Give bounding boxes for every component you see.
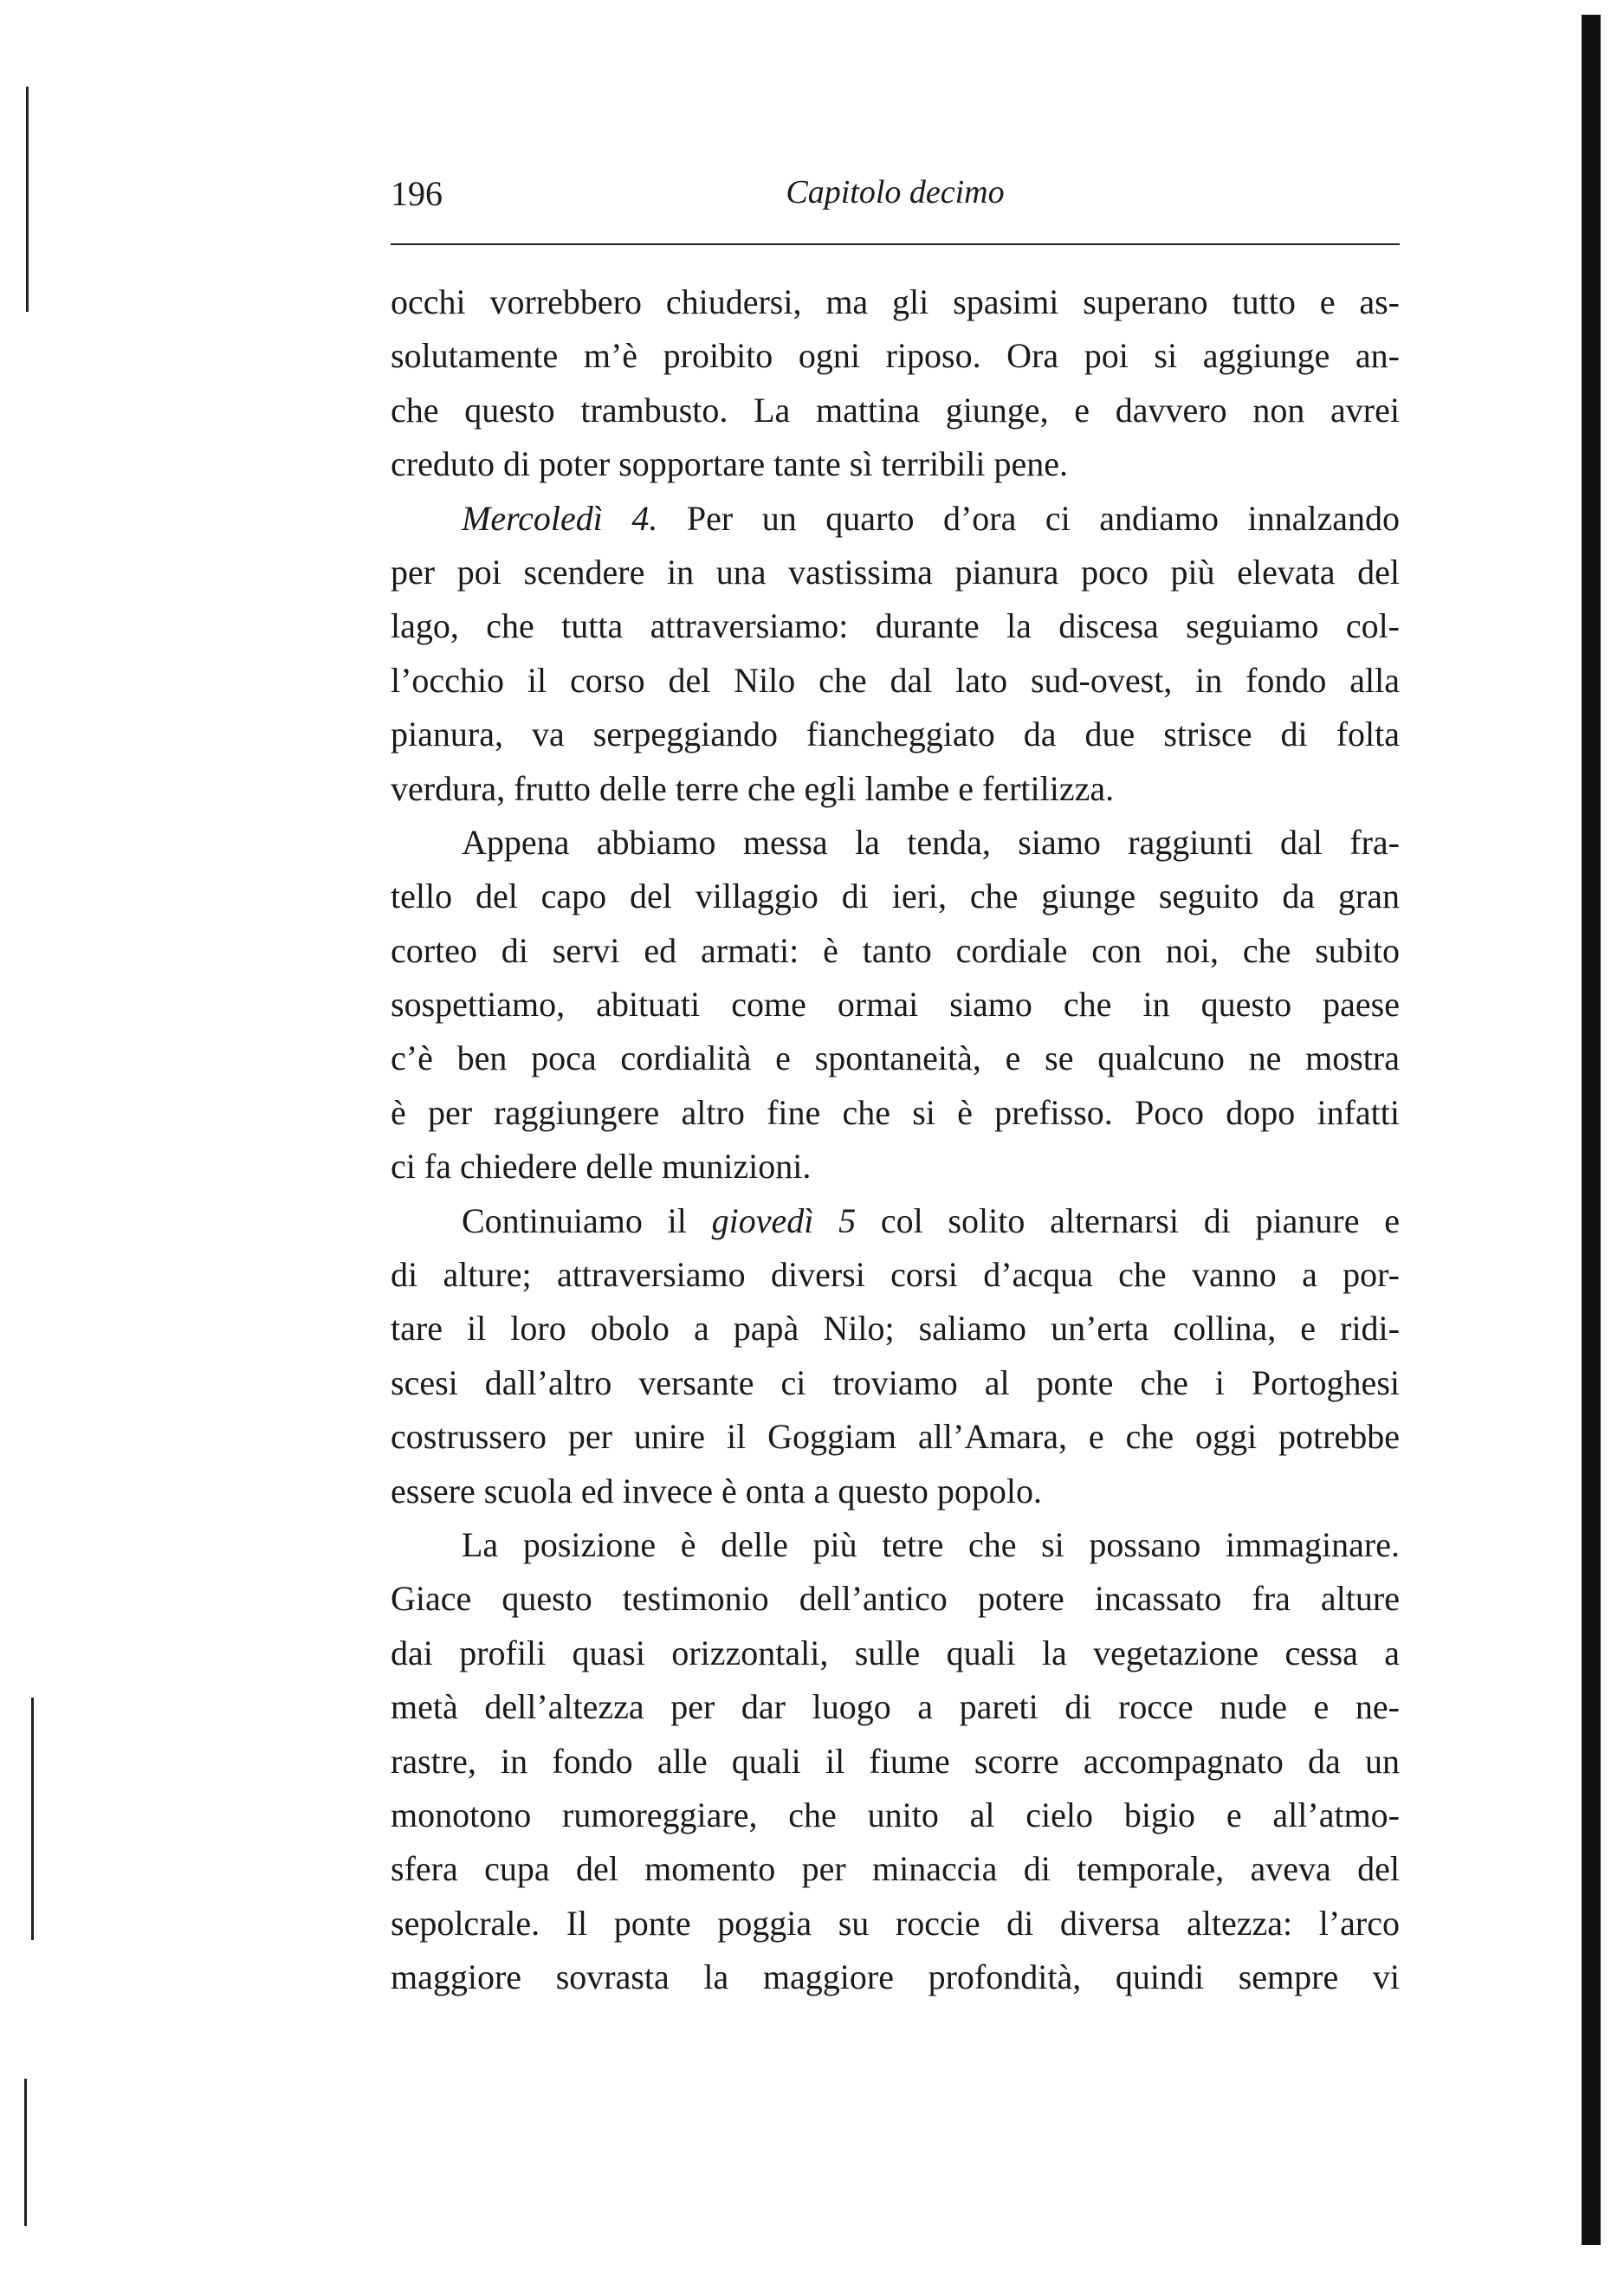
text-line bbox=[391, 1842, 1400, 1896]
line-text: La posizione è delle più tetre che si possano immaginare. bbox=[462, 1524, 1400, 1564]
line-text: lago, che tutta attraversiamo: durante la discesa seguiamo col- bbox=[391, 606, 1400, 646]
text-line bbox=[391, 1627, 1400, 1680]
line-text: essere scuola ed invece è onta a questo popolo. bbox=[391, 1471, 1042, 1510]
scan-edge-mark bbox=[24, 2079, 27, 2226]
text-line bbox=[391, 1410, 1400, 1464]
line-text: sepolcrale. Il ponte poggia su roccie di diversa altezza: l’arco bbox=[391, 1903, 1400, 1943]
text-line bbox=[391, 275, 1400, 329]
text-line bbox=[391, 762, 1400, 816]
line-text: è per raggiungere altro fine che si è prefisso. Poco dopo infatti bbox=[391, 1092, 1400, 1132]
text-line bbox=[391, 708, 1400, 761]
line-text: monotono rumoreggiare, che unito al cielo bigio e all’atmo- bbox=[391, 1795, 1400, 1834]
line-text: che questo trambusto. La mattina giunge, e davvero non avrei bbox=[391, 390, 1400, 430]
text-line bbox=[391, 1950, 1400, 2004]
paragraph bbox=[391, 816, 1400, 1194]
line-text: pianura, va serpeggiando fiancheggiato da due strisce di folta bbox=[391, 715, 1400, 754]
line-text: scesi dall’altro versante ci troviamo al ponte che i Portoghesi bbox=[391, 1362, 1400, 1402]
scan-edge-bar bbox=[1582, 15, 1601, 2245]
text-line bbox=[391, 329, 1400, 383]
line-text: Continuiamo il bbox=[462, 1200, 712, 1240]
text-line bbox=[391, 546, 1400, 599]
running-title: Capitolo decimo bbox=[786, 174, 1005, 210]
text-line bbox=[391, 384, 1400, 437]
text-line bbox=[391, 1735, 1400, 1789]
text-line bbox=[391, 1465, 1400, 1518]
paragraph bbox=[391, 1518, 1400, 2005]
text-line bbox=[391, 1897, 1400, 1950]
line-text: dai profili quasi orizzontali, sulle quali la vegetazione cessa a bbox=[391, 1633, 1400, 1672]
text-line bbox=[391, 1680, 1400, 1734]
line-text: tare il loro obolo a papà Nilo; saliamo un’erta collina, e ridi- bbox=[391, 1309, 1400, 1349]
line-text: ci fa chiedere delle munizioni. bbox=[391, 1147, 812, 1187]
text-line bbox=[391, 1194, 1400, 1248]
scan-edge-mark bbox=[26, 87, 29, 312]
header-rule bbox=[391, 243, 1400, 245]
line-text: sfera cupa del momento per minaccia di temporale, aveva del bbox=[391, 1849, 1400, 1889]
line-text: c’è ben poca cordialità e spontaneità, e se qualcuno ne mostra bbox=[391, 1038, 1400, 1078]
text-line bbox=[391, 1356, 1400, 1410]
paragraph bbox=[391, 275, 1400, 492]
paragraph bbox=[391, 1194, 1400, 1518]
line-text: solutamente m’è proibito ogni riposo. Ora poi si aggiunge an- bbox=[391, 336, 1400, 376]
line-text: creduto di poter sopportare tante sì terribili pene. bbox=[391, 444, 1068, 484]
line-text: l’occhio il corso del Nilo che dal lato sud-ovest, in fondo alla bbox=[391, 660, 1400, 700]
text-line bbox=[391, 1086, 1400, 1140]
paragraph bbox=[391, 492, 1400, 816]
line-text: occhi vorrebbero chiudersi, ma gli spasimi superano tutto e as- bbox=[391, 282, 1400, 321]
line-text: maggiore sovrasta la maggiore profondità, quindi sempre vi bbox=[391, 1957, 1400, 1997]
line-text: per poi scendere in una vastissima pianura poco più elevata del bbox=[391, 552, 1400, 592]
text-line bbox=[391, 924, 1400, 978]
text-line bbox=[391, 816, 1400, 870]
text-line bbox=[391, 1518, 1400, 1572]
text-line bbox=[391, 870, 1400, 923]
text-line bbox=[391, 1248, 1400, 1302]
text-line bbox=[391, 492, 1400, 546]
line-text: verdura, frutto delle terre che egli lambe e fertilizza. bbox=[391, 768, 1115, 808]
italic-date: giovedì 5 bbox=[711, 1200, 857, 1240]
line-text: metà dell’altezza per dar luogo a pareti di rocce nude e ne- bbox=[391, 1687, 1400, 1727]
text-line bbox=[391, 654, 1400, 708]
scan-edge-mark bbox=[31, 1698, 34, 1940]
line-text: tello del capo del villaggio di ieri, che giunge seguito da gran bbox=[391, 877, 1400, 916]
text-line bbox=[391, 1572, 1400, 1626]
page-header bbox=[391, 173, 1400, 225]
line-text: Appena abbiamo messa la tenda, siamo raggiunti dal fra- bbox=[462, 822, 1400, 862]
line-text: corteo di servi ed armati: è tanto cordiale con noi, che subito bbox=[391, 930, 1400, 970]
line-text: rastre, in fondo alle quali il fiume scorre accompagnato da un bbox=[391, 1741, 1400, 1781]
text-line bbox=[391, 1789, 1400, 1842]
line-text: di alture; attraversiamo diversi corsi d’acqua che vanno a por- bbox=[391, 1255, 1400, 1295]
line-text: col solito alternarsi di pianure e bbox=[856, 1200, 1400, 1240]
body-text bbox=[391, 275, 1400, 2005]
line-text: Giace questo testimonio dell’antico potere incassato fra alture bbox=[391, 1579, 1400, 1619]
text-line bbox=[391, 978, 1400, 1032]
line-text: sospettiamo, abituati come ormai siamo che in questo paese bbox=[391, 985, 1400, 1025]
page-number: 196 bbox=[391, 174, 443, 213]
text-line bbox=[391, 437, 1400, 491]
line-text: costrussero per unire il Goggiam all’Amara, e che oggi potrebbe bbox=[391, 1417, 1400, 1457]
text-line bbox=[391, 1032, 1400, 1085]
line-text: Per un quarto d’ora ci andiamo innalzando bbox=[657, 498, 1400, 538]
text-line bbox=[391, 1302, 1400, 1355]
italic-date: Mercoledì 4. bbox=[462, 498, 658, 538]
text-line bbox=[391, 599, 1400, 653]
text-line bbox=[391, 1140, 1400, 1194]
